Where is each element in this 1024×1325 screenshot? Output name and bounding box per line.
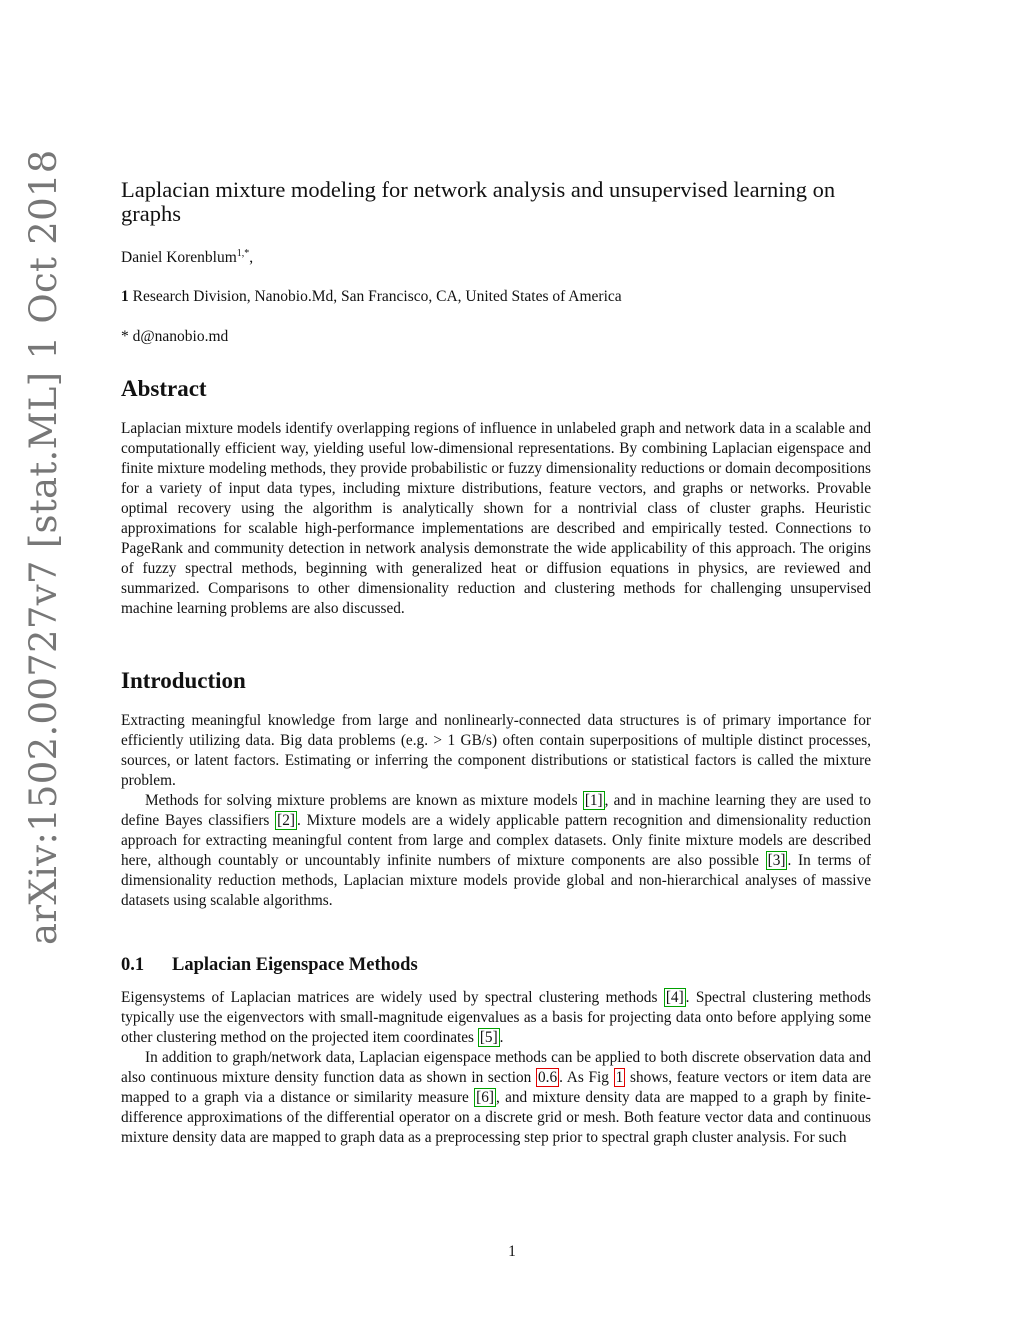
abstract-text: Laplacian mixture models identify overlapping regions of influence in unlabeled graph and network data in a scalable and computationally efficient way, yielding useful low-dimensional representations. By combining Laplacian eigenspace and finite mixture modeling methods, they provide probabilistic or fuzzy dimensionality reductions or domain decompositions for a variety of input data types, including mixture distributions, feature vectors, and graphs or networks. Provable optimal recovery using the algorithm is analytically shown for a nontrivial class of cluster graphs. Heuristic approximations for scalable high-performance implementations are described and empirically tested. Connections to PageRank and community detection in network analysis demonstrate the wide applicability of this approach. The origins of fuzzy spectral methods, beginning with generalized heat or diffusion equations in physics, are reviewed and summarized. Comparisons to other dimensionality reduction and clustering methods for challenging unsupervised machine learning problems are also discussed. bbox=[121, 420, 871, 617]
section-paragraph-1 bbox=[121, 988, 871, 1048]
abstract-heading: Abstract bbox=[121, 376, 207, 401]
intro-paragraph-2 bbox=[121, 791, 871, 911]
citation-link[interactable]: [2] bbox=[277, 812, 296, 829]
affiliation-number: 1 bbox=[121, 288, 129, 305]
section-title: Laplacian Eigenspace Methods bbox=[172, 955, 418, 975]
text-run: shows, feature vectors or item data are mapped to a graph via a distance or similarity measure bbox=[121, 1069, 872, 1106]
section-paragraph-2 bbox=[121, 1048, 871, 1148]
text-run: . bbox=[499, 1029, 504, 1046]
text-run: In addition to graph/network data, Laplacian eigenspace methods can be applied to both discrete observation data and also continuous mixture density function data as shown in section bbox=[121, 1049, 871, 1086]
section-heading bbox=[121, 955, 418, 976]
text-run: . As Fig bbox=[559, 1069, 614, 1086]
corresponding-email: * d@nanobio.md bbox=[121, 328, 229, 345]
text-run: Methods for solving mixture problems are known as mixture models bbox=[145, 792, 583, 809]
section-link[interactable]: 0.6 bbox=[537, 1069, 558, 1086]
text-run: . Mixture models are a widely applicable pattern recognition and dimensionality reduction approach for extracting meaningful content from large and complex datasets. Only finite mixture models are described here, although countably or uncountably infinite numbers of mixture components are also possible bbox=[121, 812, 871, 869]
section-number: 0.1 bbox=[121, 955, 145, 975]
citation-link[interactable]: [5] bbox=[479, 1029, 498, 1046]
citation-link[interactable]: [1] bbox=[584, 792, 603, 809]
author-name: Daniel Korenblum bbox=[121, 249, 237, 267]
author-trail: , bbox=[249, 249, 254, 267]
affiliation bbox=[121, 288, 871, 306]
affiliation-text: Research Division, Nanobio.Md, San Francisco, CA, United States of America bbox=[132, 288, 622, 305]
text-run: , and in machine learning they are used to define Bayes classifiers bbox=[121, 792, 871, 829]
paper-title: Laplacian mixture modeling for network analysis and unsupervised learning on graphs bbox=[121, 177, 836, 226]
figure-link[interactable]: 1 bbox=[615, 1069, 624, 1086]
text-run: . Spectral clustering methods typically use the eigenvectors with small-magnitude eigenvalues as a basis for projecting data onto before applying some other clustering method on the projected item coordinates bbox=[121, 989, 871, 1046]
citation-link[interactable]: [6] bbox=[476, 1089, 494, 1106]
author-marks: 1,* bbox=[236, 248, 250, 259]
citation-link[interactable]: [4] bbox=[665, 989, 684, 1006]
text-run: , and mixture density data are mapped to a graph by finite-difference approximations of the differential operator on a discrete grid or mesh. Both feature vector data and continuous mixture density data are mapped to graph data as a preprocessing step prior to spectral graph cluster analysis. For such bbox=[121, 1089, 871, 1146]
intro-paragraph-1: Extracting meaningful knowledge from large and nonlinearly-connected data structures is of primary importance for efficiently utilizing data. Big data problems (e.g. > 1 GB/s) often contain superpositions of multiple distinct processes, sources, or latent factors. Estimating or inferring the component distributions or statistical factors is called the mixture problem. bbox=[121, 712, 871, 789]
text-run: . In terms of dimensionality reduction methods, Laplacian mixture models provide global and non-hierarchical analyses of massive datasets using scalable algorithms. bbox=[121, 852, 871, 909]
text-run: Eigensystems of Laplacian matrices are widely used by spectral clustering methods bbox=[121, 989, 664, 1006]
citation-link[interactable]: [3] bbox=[767, 852, 786, 869]
introduction-heading: Introduction bbox=[121, 668, 246, 693]
page-number: 1 bbox=[508, 1243, 516, 1260]
author-line bbox=[121, 248, 871, 267]
arxiv-side-label: arXiv:1502.00727v7 [stat.ML] 1 Oct 2018 bbox=[22, 149, 65, 945]
